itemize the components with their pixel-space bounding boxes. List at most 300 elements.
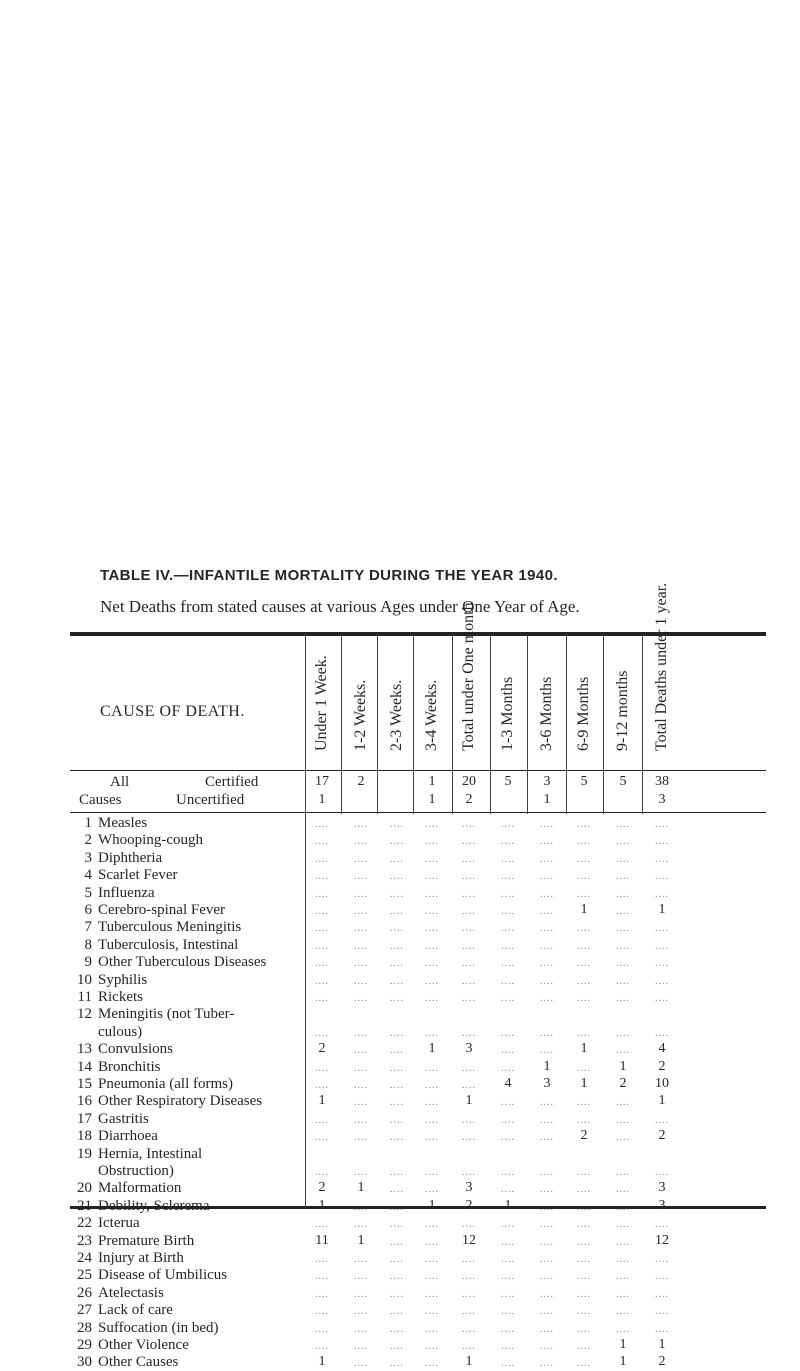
cause-row-label bbox=[68, 1041, 173, 1058]
empty-cell-dots: .... bbox=[315, 958, 329, 970]
cause-number: 20 bbox=[77, 1180, 92, 1197]
empty-cell-dots: .... bbox=[501, 819, 515, 830]
summary-certified-value: 17 bbox=[315, 774, 329, 789]
cell-value: 1 bbox=[619, 1058, 627, 1074]
empty-cell-dots: .... bbox=[390, 819, 404, 830]
cell-value: 3 bbox=[465, 1180, 473, 1196]
column-header bbox=[496, 634, 520, 769]
empty-cell-dots: .... bbox=[540, 871, 554, 883]
empty-cell-dots: .... bbox=[501, 1341, 515, 1352]
cause-number: 30 bbox=[77, 1354, 92, 1371]
empty-cell-dots: .... bbox=[390, 1201, 404, 1213]
empty-cell-dots: .... bbox=[425, 836, 439, 848]
empty-cell-dots: .... bbox=[616, 1201, 630, 1213]
empty-cell-dots: .... bbox=[354, 1027, 368, 1039]
cause-number: 23 bbox=[77, 1232, 92, 1249]
column-header-label: 1-2 Weeks. bbox=[352, 679, 369, 751]
empty-cell-dots: .... bbox=[540, 1254, 554, 1265]
empty-cell-dots: .... bbox=[390, 871, 404, 883]
cell-value: 1 bbox=[465, 1354, 473, 1370]
empty-cell-dots: .... bbox=[540, 1132, 554, 1144]
empty-cell-dots: .... bbox=[354, 888, 368, 900]
empty-cell-dots: .... bbox=[501, 1027, 515, 1039]
summary-uncertified-value: 1 bbox=[318, 792, 326, 807]
empty-cell-dots: .... bbox=[354, 871, 368, 883]
summary-uncertified-value: 1 bbox=[428, 792, 436, 807]
empty-cell-dots: .... bbox=[462, 1132, 476, 1144]
empty-cell-dots: .... bbox=[540, 993, 554, 1004]
empty-cell-dots: .... bbox=[540, 888, 554, 900]
empty-cell-dots: .... bbox=[462, 958, 476, 970]
empty-cell-dots: .... bbox=[655, 1271, 669, 1283]
empty-cell-dots: .... bbox=[354, 1114, 368, 1126]
empty-cell-dots: .... bbox=[354, 1097, 368, 1109]
empty-cell-dots: .... bbox=[425, 1358, 439, 1370]
cause-name: Influenza bbox=[98, 884, 155, 901]
summary-certified-value: 5 bbox=[580, 774, 588, 789]
empty-cell-dots: .... bbox=[616, 940, 630, 952]
empty-cell-dots: .... bbox=[462, 1219, 476, 1231]
empty-cell-dots: .... bbox=[540, 1045, 554, 1057]
empty-cell-dots: .... bbox=[315, 975, 329, 987]
empty-cell-dots: .... bbox=[616, 819, 630, 830]
empty-cell-dots: .... bbox=[425, 1236, 439, 1248]
cause-row-label bbox=[68, 1093, 262, 1110]
empty-cell-dots: .... bbox=[390, 1114, 404, 1126]
empty-cell-dots: .... bbox=[655, 888, 669, 900]
empty-cell-dots: .... bbox=[501, 1306, 515, 1318]
empty-cell-dots: .... bbox=[425, 1341, 439, 1352]
empty-cell-dots: .... bbox=[616, 958, 630, 970]
cell-value: 2 bbox=[658, 1058, 666, 1074]
empty-cell-dots: .... bbox=[540, 836, 554, 848]
cause-number: 4 bbox=[84, 867, 92, 884]
empty-cell-dots: .... bbox=[577, 940, 591, 952]
cause-name: Diarrhoea bbox=[98, 1128, 158, 1145]
cell-value: 2 bbox=[658, 1354, 666, 1370]
cause-row-label bbox=[68, 1250, 184, 1267]
empty-cell-dots: .... bbox=[354, 1254, 368, 1265]
empty-cell-dots: .... bbox=[577, 1341, 591, 1352]
empty-cell-dots: .... bbox=[616, 1323, 630, 1335]
empty-cell-dots: .... bbox=[315, 1080, 329, 1091]
cause-name: Syphilis bbox=[98, 971, 148, 988]
empty-cell-dots: .... bbox=[315, 836, 329, 848]
cause-number: 13 bbox=[77, 1041, 92, 1058]
empty-cell-dots: .... bbox=[540, 923, 554, 935]
empty-cell-dots: .... bbox=[390, 1097, 404, 1109]
cell-value: 1 bbox=[357, 1232, 365, 1248]
empty-cell-dots: .... bbox=[501, 836, 515, 848]
empty-cell-dots: .... bbox=[577, 1236, 591, 1248]
cause-name: Lack of care bbox=[98, 1302, 173, 1319]
cause-name: Rickets bbox=[98, 989, 143, 1005]
cause-name: Other Violence bbox=[98, 1337, 189, 1353]
empty-cell-dots: .... bbox=[655, 871, 669, 883]
empty-cell-dots: .... bbox=[655, 819, 669, 830]
empty-cell-dots: .... bbox=[655, 1306, 669, 1318]
empty-cell-dots: .... bbox=[354, 1341, 368, 1352]
empty-cell-dots: .... bbox=[655, 1254, 669, 1265]
empty-cell-dots: .... bbox=[540, 1097, 554, 1109]
empty-cell-dots: .... bbox=[390, 958, 404, 970]
empty-cell-dots: .... bbox=[616, 1288, 630, 1300]
empty-cell-dots: .... bbox=[315, 871, 329, 883]
column-header bbox=[385, 634, 409, 769]
empty-cell-dots: .... bbox=[577, 1254, 591, 1265]
cause-number: 19 bbox=[77, 1145, 92, 1162]
empty-cell-dots: .... bbox=[501, 1254, 515, 1265]
cause-name: Other Respiratory Diseases bbox=[98, 1093, 263, 1110]
empty-cell-dots: .... bbox=[354, 993, 368, 1004]
cause-number: 15 bbox=[77, 1076, 92, 1092]
column-header bbox=[310, 634, 334, 769]
cause-number: 5 bbox=[84, 884, 92, 901]
empty-cell-dots: .... bbox=[577, 1271, 591, 1283]
column-header-label: Total Deaths under 1 year. bbox=[653, 582, 670, 751]
empty-cell-dots: .... bbox=[501, 993, 515, 1004]
empty-cell-dots: .... bbox=[540, 1027, 554, 1039]
empty-cell-dots: .... bbox=[540, 1167, 554, 1178]
empty-cell-dots: .... bbox=[390, 1062, 404, 1074]
empty-cell-dots: .... bbox=[501, 1045, 515, 1057]
empty-cell-dots: .... bbox=[655, 1219, 669, 1231]
causes-label: Causes bbox=[79, 792, 122, 808]
empty-cell-dots: .... bbox=[501, 923, 515, 935]
empty-cell-dots: .... bbox=[354, 958, 368, 970]
empty-cell-dots: .... bbox=[655, 958, 669, 970]
empty-cell-dots: .... bbox=[462, 993, 476, 1004]
empty-cell-dots: .... bbox=[501, 1219, 515, 1231]
empty-cell-dots: .... bbox=[501, 1114, 515, 1126]
empty-cell-dots: .... bbox=[577, 1062, 591, 1074]
summary-certified-value: 5 bbox=[504, 774, 512, 789]
empty-cell-dots: .... bbox=[462, 888, 476, 900]
cause-number: 16 bbox=[77, 1093, 92, 1110]
empty-cell-dots: .... bbox=[655, 993, 669, 1004]
empty-cell-dots: .... bbox=[462, 1062, 476, 1074]
empty-cell-dots: .... bbox=[501, 1323, 515, 1335]
empty-cell-dots: .... bbox=[462, 1288, 476, 1300]
empty-cell-dots: .... bbox=[655, 923, 669, 935]
column-divider bbox=[527, 636, 528, 814]
empty-cell-dots: .... bbox=[655, 1114, 669, 1126]
empty-cell-dots: .... bbox=[315, 1114, 329, 1126]
summary-uncertified-value: 2 bbox=[465, 792, 473, 807]
empty-cell-dots: .... bbox=[425, 871, 439, 883]
cause-number: 18 bbox=[77, 1128, 92, 1145]
empty-cell-dots: .... bbox=[390, 1080, 404, 1091]
empty-cell-dots: .... bbox=[390, 906, 404, 917]
cell-value: 4 bbox=[658, 1041, 666, 1057]
empty-cell-dots: .... bbox=[501, 871, 515, 883]
empty-cell-dots: .... bbox=[501, 940, 515, 952]
cause-row-label bbox=[68, 1146, 202, 1163]
empty-cell-dots: .... bbox=[462, 836, 476, 848]
cause-number: 11 bbox=[77, 989, 92, 1005]
cell-value: 2 bbox=[619, 1076, 627, 1091]
cause-row-label bbox=[68, 815, 147, 832]
cause-row-label bbox=[68, 1059, 161, 1076]
cause-name: Malformation bbox=[98, 1180, 182, 1197]
cause-name: Bronchitis bbox=[98, 1058, 161, 1075]
empty-cell-dots: .... bbox=[540, 958, 554, 970]
cause-name: Cerebro-spinal Fever bbox=[98, 902, 226, 918]
empty-cell-dots: .... bbox=[540, 940, 554, 952]
cause-row-label bbox=[68, 1233, 194, 1250]
cause-row-label bbox=[68, 1285, 164, 1302]
empty-cell-dots: .... bbox=[354, 1132, 368, 1144]
cause-name: Icterua bbox=[98, 1215, 140, 1232]
empty-cell-dots: .... bbox=[501, 1184, 515, 1196]
cause-number: 24 bbox=[77, 1250, 92, 1266]
cause-name: Whooping-cough bbox=[98, 832, 203, 849]
empty-cell-dots: .... bbox=[425, 1097, 439, 1109]
cell-value: 2 bbox=[465, 1197, 473, 1213]
cell-value: 2 bbox=[658, 1128, 666, 1144]
empty-cell-dots: .... bbox=[540, 1219, 554, 1231]
empty-cell-dots: .... bbox=[425, 888, 439, 900]
cell-value: 1 bbox=[318, 1093, 326, 1109]
empty-cell-dots: .... bbox=[315, 940, 329, 952]
cause-name: Debility, Sclerema bbox=[98, 1197, 210, 1214]
empty-cell-dots: .... bbox=[577, 958, 591, 970]
empty-cell-dots: .... bbox=[616, 1114, 630, 1126]
cause-name: Other Tuberculous Diseases bbox=[98, 954, 267, 971]
empty-cell-dots: .... bbox=[462, 923, 476, 935]
empty-cell-dots: .... bbox=[462, 1167, 476, 1178]
empty-cell-dots: .... bbox=[462, 1114, 476, 1126]
empty-cell-dots: .... bbox=[540, 1271, 554, 1283]
column-divider bbox=[642, 636, 643, 814]
empty-cell-dots: .... bbox=[501, 1236, 515, 1248]
empty-cell-dots: .... bbox=[354, 1323, 368, 1335]
empty-cell-dots: .... bbox=[577, 975, 591, 987]
empty-cell-dots: .... bbox=[354, 1271, 368, 1283]
empty-cell-dots: .... bbox=[462, 819, 476, 830]
empty-cell-dots: .... bbox=[425, 1027, 439, 1039]
empty-cell-dots: .... bbox=[315, 906, 329, 917]
certified-label: Certified bbox=[205, 774, 259, 790]
empty-cell-dots: .... bbox=[462, 1027, 476, 1039]
empty-cell-dots: .... bbox=[390, 1323, 404, 1335]
empty-cell-dots: .... bbox=[354, 1358, 368, 1370]
cell-value: 2 bbox=[318, 1180, 326, 1196]
empty-cell-dots: .... bbox=[540, 1201, 554, 1213]
empty-cell-dots: .... bbox=[540, 1288, 554, 1300]
empty-cell-dots: .... bbox=[501, 1097, 515, 1109]
empty-cell-dots: .... bbox=[577, 1201, 591, 1213]
empty-cell-dots: .... bbox=[354, 819, 368, 830]
empty-cell-dots: .... bbox=[501, 1132, 515, 1144]
empty-cell-dots: .... bbox=[577, 1097, 591, 1109]
empty-cell-dots: .... bbox=[390, 1167, 404, 1178]
empty-cell-dots: .... bbox=[655, 1027, 669, 1039]
cause-number: 7 bbox=[84, 919, 92, 936]
empty-cell-dots: .... bbox=[315, 1341, 329, 1352]
cell-value: 1 bbox=[658, 1337, 666, 1352]
empty-cell-dots: .... bbox=[616, 1097, 630, 1109]
empty-cell-dots: .... bbox=[540, 1341, 554, 1352]
empty-cell-dots: .... bbox=[390, 1219, 404, 1231]
empty-cell-dots: .... bbox=[354, 1219, 368, 1231]
empty-cell-dots: .... bbox=[462, 1080, 476, 1091]
empty-cell-dots: .... bbox=[390, 923, 404, 935]
cause-row-label bbox=[68, 919, 241, 936]
empty-cell-dots: .... bbox=[354, 1201, 368, 1213]
empty-cell-dots: .... bbox=[425, 1132, 439, 1144]
summary-certified-value: 3 bbox=[543, 774, 551, 789]
empty-cell-dots: .... bbox=[616, 1027, 630, 1039]
summary-uncertified-value: 3 bbox=[658, 792, 666, 807]
column-header bbox=[457, 602, 481, 769]
cell-value: 4 bbox=[504, 1076, 512, 1091]
cause-name: Disease of Umbilicus bbox=[98, 1267, 228, 1284]
empty-cell-dots: .... bbox=[462, 1323, 476, 1335]
empty-cell-dots: .... bbox=[425, 1184, 439, 1196]
empty-cell-dots: .... bbox=[425, 940, 439, 952]
empty-cell-dots: .... bbox=[577, 1358, 591, 1370]
summary-rule bbox=[70, 812, 766, 813]
cause-number: 28 bbox=[77, 1319, 92, 1336]
empty-cell-dots: .... bbox=[315, 1027, 329, 1039]
table-subtitle: Net Deaths from stated causes at various Ages under One Year of Age. bbox=[100, 597, 580, 616]
empty-cell-dots: .... bbox=[577, 1114, 591, 1126]
empty-cell-dots: .... bbox=[315, 1306, 329, 1318]
empty-cell-dots: .... bbox=[425, 1062, 439, 1074]
cell-value: 1 bbox=[619, 1337, 627, 1352]
empty-cell-dots: .... bbox=[390, 853, 404, 865]
all-label: All bbox=[110, 774, 130, 790]
empty-cell-dots: .... bbox=[390, 1254, 404, 1265]
empty-cell-dots: .... bbox=[577, 1167, 591, 1178]
cell-value: 2 bbox=[318, 1041, 326, 1057]
empty-cell-dots: .... bbox=[540, 975, 554, 987]
empty-cell-dots: .... bbox=[425, 1114, 439, 1126]
cell-value: 3 bbox=[658, 1197, 666, 1213]
cell-value: 1 bbox=[357, 1180, 365, 1196]
empty-cell-dots: .... bbox=[540, 819, 554, 830]
empty-cell-dots: .... bbox=[616, 906, 630, 917]
empty-cell-dots: .... bbox=[425, 1323, 439, 1335]
empty-cell-dots: .... bbox=[577, 1184, 591, 1196]
cause-number: 2 bbox=[84, 832, 92, 849]
empty-cell-dots: .... bbox=[390, 1045, 404, 1057]
cause-name: Measles bbox=[98, 815, 148, 831]
empty-cell-dots: .... bbox=[315, 1254, 329, 1265]
cause-name: Atelectasis bbox=[98, 1284, 164, 1301]
empty-cell-dots: .... bbox=[425, 1254, 439, 1265]
cause-row-label bbox=[68, 832, 203, 849]
empty-cell-dots: .... bbox=[315, 1271, 329, 1283]
cell-value: 1 bbox=[543, 1058, 551, 1074]
empty-cell-dots: .... bbox=[540, 906, 554, 917]
cause-number: 25 bbox=[77, 1267, 92, 1284]
column-header-label: Total under One month bbox=[460, 602, 477, 751]
empty-cell-dots: .... bbox=[616, 836, 630, 848]
cause-name: Injury at Birth bbox=[98, 1250, 184, 1266]
empty-cell-dots: .... bbox=[577, 1027, 591, 1039]
cell-value: 2 bbox=[580, 1128, 588, 1144]
cell-value: 3 bbox=[658, 1180, 666, 1196]
empty-cell-dots: .... bbox=[462, 871, 476, 883]
cause-number: 29 bbox=[77, 1337, 92, 1353]
empty-cell-dots: .... bbox=[425, 958, 439, 970]
empty-cell-dots: .... bbox=[315, 923, 329, 935]
cause-name-continuation: culous) bbox=[98, 1023, 143, 1040]
empty-cell-dots: .... bbox=[577, 993, 591, 1004]
cause-row-label bbox=[68, 937, 238, 954]
column-divider bbox=[603, 636, 604, 814]
cause-number: 26 bbox=[77, 1284, 92, 1301]
empty-cell-dots: .... bbox=[616, 853, 630, 865]
empty-cell-dots: .... bbox=[354, 940, 368, 952]
empty-cell-dots: .... bbox=[390, 1288, 404, 1300]
empty-cell-dots: .... bbox=[616, 1045, 630, 1057]
empty-cell-dots: .... bbox=[315, 993, 329, 1004]
empty-cell-dots: .... bbox=[501, 853, 515, 865]
cause-number: 14 bbox=[77, 1058, 92, 1075]
column-header bbox=[611, 634, 635, 769]
cause-name: Tuberculous Meningitis bbox=[98, 919, 242, 936]
summary-certified-value: 1 bbox=[428, 774, 436, 789]
empty-cell-dots: .... bbox=[501, 906, 515, 917]
cause-of-death-header: CAUSE OF DEATH. bbox=[100, 703, 245, 720]
cause-row-label bbox=[68, 1320, 219, 1337]
cell-value: 12 bbox=[655, 1232, 669, 1248]
empty-cell-dots: .... bbox=[462, 940, 476, 952]
cause-number: 17 bbox=[77, 1110, 92, 1127]
empty-cell-dots: .... bbox=[425, 1288, 439, 1300]
empty-cell-dots: .... bbox=[616, 1167, 630, 1178]
cause-row-label bbox=[68, 1198, 210, 1215]
empty-cell-dots: .... bbox=[390, 1236, 404, 1248]
empty-cell-dots: .... bbox=[616, 1254, 630, 1265]
column-header-label: Under 1 Week. bbox=[313, 655, 330, 751]
cause-number: 21 bbox=[77, 1197, 92, 1214]
empty-cell-dots: .... bbox=[501, 1358, 515, 1370]
cause-row-label bbox=[68, 1215, 140, 1232]
cause-number: 27 bbox=[77, 1302, 92, 1319]
empty-cell-dots: .... bbox=[390, 1341, 404, 1352]
cell-value: 10 bbox=[655, 1076, 669, 1091]
empty-cell-dots: .... bbox=[616, 1132, 630, 1144]
cell-value: 1 bbox=[428, 1197, 436, 1213]
empty-cell-dots: .... bbox=[616, 888, 630, 900]
empty-cell-dots: .... bbox=[462, 1254, 476, 1265]
column-header-label: 6-9 Months bbox=[575, 676, 592, 751]
cell-value: 1 bbox=[504, 1197, 512, 1213]
empty-cell-dots: .... bbox=[501, 888, 515, 900]
cell-value: 1 bbox=[428, 1041, 436, 1057]
empty-cell-dots: .... bbox=[655, 1288, 669, 1300]
empty-cell-dots: .... bbox=[462, 1341, 476, 1352]
empty-cell-dots: .... bbox=[354, 975, 368, 987]
empty-cell-dots: .... bbox=[354, 853, 368, 865]
cause-name: Hernia, Intestinal bbox=[98, 1145, 203, 1162]
column-header-label: 1-3 Months bbox=[499, 676, 516, 751]
empty-cell-dots: .... bbox=[425, 993, 439, 1004]
cause-row-label bbox=[68, 1337, 189, 1354]
empty-cell-dots: .... bbox=[425, 906, 439, 917]
empty-cell-dots: .... bbox=[425, 1219, 439, 1231]
cause-name: Convulsions bbox=[98, 1041, 174, 1058]
empty-cell-dots: .... bbox=[616, 923, 630, 935]
empty-cell-dots: .... bbox=[390, 975, 404, 987]
cell-value: 12 bbox=[462, 1232, 476, 1248]
cell-value: 1 bbox=[658, 902, 666, 917]
empty-cell-dots: .... bbox=[501, 1288, 515, 1300]
